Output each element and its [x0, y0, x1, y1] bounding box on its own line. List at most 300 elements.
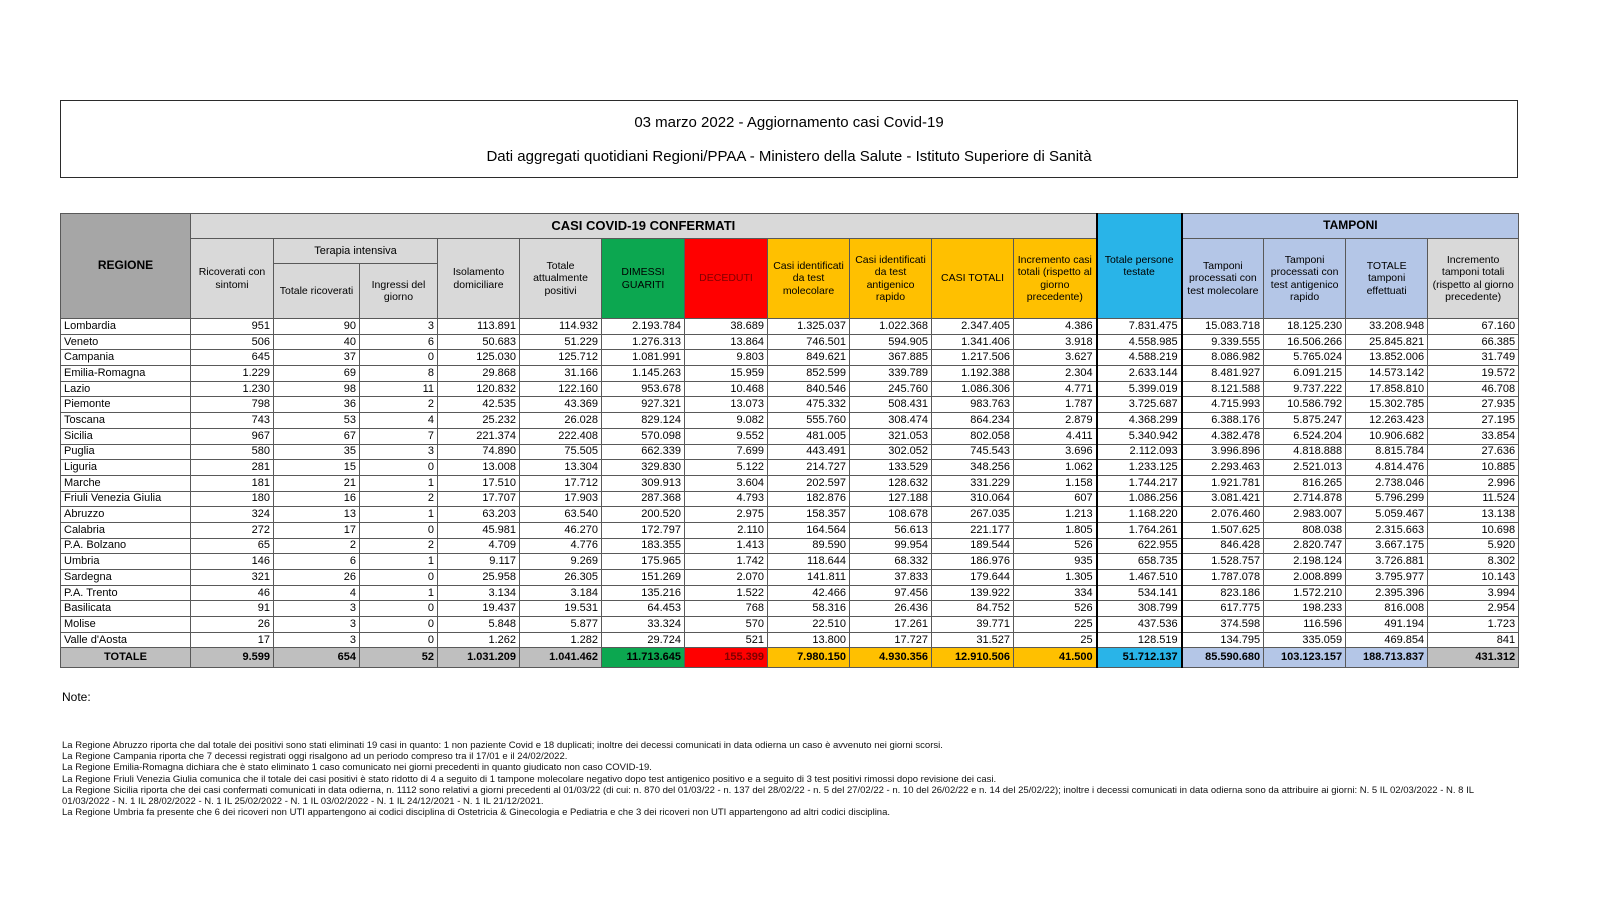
value-cell: 521	[685, 632, 768, 648]
value-cell: 10.143	[1428, 570, 1519, 586]
value-cell: 594.905	[850, 334, 932, 350]
value-cell: 1.805	[1014, 522, 1097, 538]
region-cell: Puglia	[61, 444, 191, 460]
table-row	[61, 522, 1519, 538]
value-cell: 3	[274, 632, 360, 648]
value-cell: 1.572.210	[1264, 585, 1346, 601]
table-row	[61, 319, 1519, 335]
value-cell: 2.633.144	[1097, 366, 1182, 382]
value-cell: 1.230	[191, 381, 274, 397]
value-cell: 4.715.993	[1182, 397, 1264, 413]
value-cell: 334	[1014, 585, 1097, 601]
value-cell: 331.229	[932, 475, 1014, 491]
table-row	[61, 413, 1519, 429]
value-cell: 139.922	[932, 585, 1014, 601]
col-header-persone-testate: Totale persone testate	[1097, 214, 1182, 319]
value-cell: 26.028	[520, 413, 602, 429]
value-cell: 98	[274, 381, 360, 397]
value-cell: 2.975	[685, 507, 768, 523]
value-cell: 42.535	[438, 397, 520, 413]
value-cell: 151.269	[602, 570, 685, 586]
value-cell: 14.573.142	[1346, 366, 1428, 382]
value-cell: 329.830	[602, 460, 685, 476]
table-row	[61, 350, 1519, 366]
value-cell: 19.437	[438, 601, 520, 617]
value-cell: 9.803	[685, 350, 768, 366]
value-cell: 570.098	[602, 428, 685, 444]
value-cell: 2.110	[685, 522, 768, 538]
value-cell: 127.188	[850, 491, 932, 507]
value-cell: 1	[360, 554, 438, 570]
value-cell: 348.256	[932, 460, 1014, 476]
value-cell: 3.134	[438, 585, 520, 601]
value-cell: 15.302.785	[1346, 397, 1428, 413]
value-cell: 11.713.645	[602, 648, 685, 668]
region-cell: P.A. Bolzano	[61, 538, 191, 554]
value-cell: 84.752	[932, 601, 1014, 617]
value-cell: 17.707	[438, 491, 520, 507]
value-cell: 2.738.046	[1346, 475, 1428, 491]
value-cell: 7.699	[685, 444, 768, 460]
table-row	[61, 366, 1519, 382]
value-cell: 4.818.888	[1264, 444, 1346, 460]
region-cell: Umbria	[61, 554, 191, 570]
value-cell: 26	[274, 570, 360, 586]
value-cell: 37	[274, 350, 360, 366]
value-cell: 25	[1014, 632, 1097, 648]
value-cell: 114.932	[520, 319, 602, 335]
value-cell: 51.229	[520, 334, 602, 350]
value-cell: 52	[360, 648, 438, 668]
value-cell: 10.468	[685, 381, 768, 397]
value-cell: 31.166	[520, 366, 602, 382]
value-cell: 2	[360, 538, 438, 554]
value-cell: 85.590.680	[1182, 648, 1264, 668]
value-cell: 37.833	[850, 570, 932, 586]
value-cell: 8.086.982	[1182, 350, 1264, 366]
value-cell: 38.689	[685, 319, 768, 335]
value-cell: 321.053	[850, 428, 932, 444]
region-cell: Emilia-Romagna	[61, 366, 191, 382]
value-cell: 198.233	[1264, 601, 1346, 617]
table-row	[61, 460, 1519, 476]
value-cell: 10.906.682	[1346, 428, 1428, 444]
value-cell: 116.596	[1264, 617, 1346, 633]
value-cell: 3.604	[685, 475, 768, 491]
region-cell: P.A. Trento	[61, 585, 191, 601]
value-cell: 5.875.247	[1264, 413, 1346, 429]
value-cell: 1.305	[1014, 570, 1097, 586]
value-cell: 4.588.219	[1097, 350, 1182, 366]
value-cell: 967	[191, 428, 274, 444]
value-cell: 16	[274, 491, 360, 507]
value-cell: 133.529	[850, 460, 932, 476]
value-cell: 6	[360, 334, 438, 350]
value-cell: 10.586.792	[1264, 397, 1346, 413]
value-cell: 4	[274, 585, 360, 601]
value-cell: 155.399	[685, 648, 768, 668]
value-cell: 51.712.137	[1097, 648, 1182, 668]
value-cell: 0	[360, 522, 438, 538]
region-cell: Lombardia	[61, 319, 191, 335]
table-row	[61, 397, 1519, 413]
value-cell: 645	[191, 350, 274, 366]
value-cell: 3	[274, 617, 360, 633]
value-cell: 808.038	[1264, 522, 1346, 538]
value-cell: 214.727	[768, 460, 850, 476]
value-cell: 188.713.837	[1346, 648, 1428, 668]
value-cell: 1.145.263	[602, 366, 685, 382]
value-cell: 935	[1014, 554, 1097, 570]
value-cell: 3	[274, 601, 360, 617]
value-cell: 39.771	[932, 617, 1014, 633]
note-line: La Regione Emilia-Romagna dichiara che è stato eliminato 1 caso comunicato nei giorni precedenti in quanto giudicato non caso COVID-19.	[62, 762, 652, 774]
value-cell: 309.913	[602, 475, 685, 491]
table-row	[61, 585, 1519, 601]
value-cell: 3.795.977	[1346, 570, 1428, 586]
table-row	[61, 507, 1519, 523]
value-cell: 225	[1014, 617, 1097, 633]
note-line: La Regione Sicilia riporta che dei casi confermati comunicati in data odierna, n. 1112 sono relativi a giorni precedenti al 01/03/22 (di cui: n. 870 del 01/03/22 - n. 137 del 28/02/22 - n. 5 del 27/02/22 - n. 10 del 26/02/22 e n. 14 del 25/02/22); inoltre i decessi comunicati in data odierna sono da attribuire ai giorni: N. 5 IL 02/03/2022 - N. 8 IL 01/03/2022 - N. 1 IL 28/02/2022 - N. 1 IL 25/02/2022 - N. 1 IL 03/02/2022 - N. 1 IL 24/12/2021 - N. 1 IL 21/12/2021.	[62, 784, 1474, 808]
col-header-incremento-tamponi: Incremento tamponi totali (rispetto al giorno precedente)	[1428, 239, 1519, 319]
value-cell: 864.234	[932, 413, 1014, 429]
value-cell: 654	[274, 648, 360, 668]
value-cell: 9.339.555	[1182, 334, 1264, 350]
value-cell: 840.546	[768, 381, 850, 397]
value-cell: 16.506.266	[1264, 334, 1346, 350]
value-cell: 2.008.899	[1264, 570, 1346, 586]
table-row	[61, 475, 1519, 491]
value-cell: 46.270	[520, 522, 602, 538]
value-cell: 1.213	[1014, 507, 1097, 523]
value-cell: 164.564	[768, 522, 850, 538]
value-cell: 3	[360, 444, 438, 460]
value-cell: 41.500	[1014, 648, 1097, 668]
value-cell: 335.059	[1264, 632, 1346, 648]
value-cell: 1.031.209	[438, 648, 520, 668]
value-cell: 17.903	[520, 491, 602, 507]
value-cell: 437.536	[1097, 617, 1182, 633]
value-cell: 4.793	[685, 491, 768, 507]
value-cell: 823.186	[1182, 585, 1264, 601]
value-cell: 768	[685, 601, 768, 617]
value-cell: 2.996	[1428, 475, 1519, 491]
value-cell: 25.845.821	[1346, 334, 1428, 350]
value-cell: 67	[274, 428, 360, 444]
value-cell: 13.864	[685, 334, 768, 350]
value-cell: 5.796.299	[1346, 491, 1428, 507]
value-cell: 1.022.368	[850, 319, 932, 335]
value-cell: 267.035	[932, 507, 1014, 523]
value-cell: 10.885	[1428, 460, 1519, 476]
value-cell: 118.644	[768, 554, 850, 570]
value-cell: 4	[360, 413, 438, 429]
value-cell: 4.776	[520, 538, 602, 554]
value-cell: 3.667.175	[1346, 538, 1428, 554]
value-cell: 43.369	[520, 397, 602, 413]
table-row	[61, 444, 1519, 460]
band-header-terapia-intensiva: Terapia intensiva	[274, 239, 438, 264]
value-cell: 2.315.663	[1346, 522, 1428, 538]
value-cell: 12.910.506	[932, 648, 1014, 668]
value-cell: 3.696	[1014, 444, 1097, 460]
col-header-ingressi-giorno: Ingressi del giorno	[360, 264, 438, 319]
value-cell: 1.081.991	[602, 350, 685, 366]
col-header-attualmente-positivi: Totale attualmente positivi	[520, 239, 602, 319]
value-cell: 33.208.948	[1346, 319, 1428, 335]
value-cell: 182.876	[768, 491, 850, 507]
value-cell: 26.305	[520, 570, 602, 586]
note-line: La Regione Abruzzo riporta che dal totale dei positivi sono stati eliminati 19 casi in quanto: 1 non paziente Covid e 18 duplicati; inoltre dei decessi comunicati in data odierna un caso è avvenuto nei giorni scorsi.	[62, 740, 943, 751]
col-header-ricoverati-sintomi: Ricoverati con sintomi	[191, 239, 274, 319]
col-header-incremento-casi: Incremento casi totali (rispetto al giorno precedente)	[1014, 239, 1097, 319]
table-row	[61, 491, 1519, 507]
value-cell: 65	[191, 538, 274, 554]
value-cell: 67.160	[1428, 319, 1519, 335]
value-cell: 17	[191, 632, 274, 648]
value-cell: 0	[360, 617, 438, 633]
value-cell: 128.632	[850, 475, 932, 491]
value-cell: 181	[191, 475, 274, 491]
value-cell: 3.081.421	[1182, 491, 1264, 507]
value-cell: 506	[191, 334, 274, 350]
value-cell: 1.742	[685, 554, 768, 570]
value-cell: 9.117	[438, 554, 520, 570]
table-row	[61, 601, 1519, 617]
value-cell: 0	[360, 460, 438, 476]
region-cell: Friuli Venezia Giulia	[61, 491, 191, 507]
note-line: La Regione Friuli Venezia Giulia comunica che il totale dei casi positivi è stato ridotto di 4 a seguito di 1 tampone molecolare negativo dopo test antigenico positivo e a seguito di 3 test positivi rimossi dopo revisione dei casi.	[62, 773, 997, 785]
value-cell: 798	[191, 397, 274, 413]
value-cell: 431.312	[1428, 648, 1519, 668]
value-cell: 1	[360, 585, 438, 601]
value-cell: 1.276.313	[602, 334, 685, 350]
value-cell: 90	[274, 319, 360, 335]
value-cell: 13.800	[768, 632, 850, 648]
value-cell: 4.814.476	[1346, 460, 1428, 476]
value-cell: 158.357	[768, 507, 850, 523]
value-cell: 13.852.006	[1346, 350, 1428, 366]
value-cell: 1.086.256	[1097, 491, 1182, 507]
value-cell: 108.678	[850, 507, 932, 523]
value-cell: 186.976	[932, 554, 1014, 570]
col-header-regione: REGIONE	[61, 214, 191, 319]
value-cell: 3.725.687	[1097, 397, 1182, 413]
col-header-dimessi-guariti: DIMESSI GUARITI	[602, 239, 685, 319]
value-cell: 2.954	[1428, 601, 1519, 617]
value-cell: 3.996.896	[1182, 444, 1264, 460]
value-cell: 2.714.878	[1264, 491, 1346, 507]
value-cell: 35	[274, 444, 360, 460]
value-cell: 9.599	[191, 648, 274, 668]
value-cell: 2	[274, 538, 360, 554]
value-cell: 40	[274, 334, 360, 350]
value-cell: 99.954	[850, 538, 932, 554]
value-cell: 8.481.927	[1182, 366, 1264, 382]
value-cell: 526	[1014, 601, 1097, 617]
value-cell: 9.552	[685, 428, 768, 444]
value-cell: 1.723	[1428, 617, 1519, 633]
value-cell: 1.168.220	[1097, 507, 1182, 523]
value-cell: 5.877	[520, 617, 602, 633]
value-cell: 122.160	[520, 381, 602, 397]
value-cell: 135.216	[602, 585, 685, 601]
covid-table-wrapper	[60, 213, 1518, 668]
value-cell: 5.399.019	[1097, 381, 1182, 397]
value-cell: 33.854	[1428, 428, 1519, 444]
value-cell: 1.522	[685, 585, 768, 601]
value-cell: 125.030	[438, 350, 520, 366]
value-cell: 3	[360, 319, 438, 335]
value-cell: 1.233.125	[1097, 460, 1182, 476]
value-cell: 617.775	[1182, 601, 1264, 617]
region-cell: Campania	[61, 350, 191, 366]
value-cell: 63.203	[438, 507, 520, 523]
value-cell: 5.059.467	[1346, 507, 1428, 523]
region-cell: Veneto	[61, 334, 191, 350]
report-title: 03 marzo 2022 - Aggiornamento casi Covid-19	[634, 114, 944, 131]
value-cell: 308.474	[850, 413, 932, 429]
value-cell: 829.124	[602, 413, 685, 429]
value-cell: 846.428	[1182, 538, 1264, 554]
value-cell: 103.123.157	[1264, 648, 1346, 668]
value-cell: 2.820.747	[1264, 538, 1346, 554]
value-cell: 29.724	[602, 632, 685, 648]
col-header-tamponi-molecolare: Tamponi processati con test molecolare	[1182, 239, 1264, 319]
col-header-tamponi-antigenico: Tamponi processati con test antigenico rapido	[1264, 239, 1346, 319]
value-cell: 4.382.478	[1182, 428, 1264, 444]
value-cell: 12.263.423	[1346, 413, 1428, 429]
value-cell: 841	[1428, 632, 1519, 648]
value-cell: 953.678	[602, 381, 685, 397]
region-cell: Abruzzo	[61, 507, 191, 523]
value-cell: 58.316	[768, 601, 850, 617]
value-cell: 2.347.405	[932, 319, 1014, 335]
table-row	[61, 381, 1519, 397]
value-cell: 1.325.037	[768, 319, 850, 335]
region-cell: Piemonte	[61, 397, 191, 413]
value-cell: 17.261	[850, 617, 932, 633]
value-cell: 0	[360, 350, 438, 366]
value-cell: 15	[274, 460, 360, 476]
value-cell: 11	[360, 381, 438, 397]
value-cell: 1.921.781	[1182, 475, 1264, 491]
value-cell: 33.324	[602, 617, 685, 633]
value-cell: 63.540	[520, 507, 602, 523]
value-cell: 1.192.388	[932, 366, 1014, 382]
table-row	[61, 428, 1519, 444]
value-cell: 743	[191, 413, 274, 429]
value-cell: 221.177	[932, 522, 1014, 538]
value-cell: 27.195	[1428, 413, 1519, 429]
col-header-isolamento: Isolamento domiciliare	[438, 239, 520, 319]
value-cell: 56.613	[850, 522, 932, 538]
table-row	[61, 617, 1519, 633]
value-cell: 3.627	[1014, 350, 1097, 366]
value-cell: 816.265	[1264, 475, 1346, 491]
value-cell: 6	[274, 554, 360, 570]
value-cell: 75.505	[520, 444, 602, 460]
value-cell: 4.930.356	[850, 648, 932, 668]
value-cell: 2.983.007	[1264, 507, 1346, 523]
value-cell: 4.771	[1014, 381, 1097, 397]
value-cell: 2.076.460	[1182, 507, 1264, 523]
value-cell: 17.712	[520, 475, 602, 491]
region-cell: Sardegna	[61, 570, 191, 586]
value-cell: 1.507.625	[1182, 522, 1264, 538]
value-cell: 13	[274, 507, 360, 523]
table-row	[61, 632, 1519, 648]
value-cell: 2.879	[1014, 413, 1097, 429]
notes-list	[62, 740, 1520, 818]
value-cell: 15.083.718	[1182, 319, 1264, 335]
value-cell: 46.708	[1428, 381, 1519, 397]
value-cell: 607	[1014, 491, 1097, 507]
table-row	[61, 554, 1519, 570]
value-cell: 7.980.150	[768, 648, 850, 668]
col-header-casi-molecolare: Casi identificati da test molecolare	[768, 239, 850, 319]
value-cell: 2.395.396	[1346, 585, 1428, 601]
value-cell: 25.958	[438, 570, 520, 586]
value-cell: 13.138	[1428, 507, 1519, 523]
value-cell: 3.918	[1014, 334, 1097, 350]
value-cell: 0	[360, 601, 438, 617]
value-cell: 189.544	[932, 538, 1014, 554]
value-cell: 481.005	[768, 428, 850, 444]
value-cell: 18.125.230	[1264, 319, 1346, 335]
value-cell: 802.058	[932, 428, 1014, 444]
value-cell: 310.064	[932, 491, 1014, 507]
band-header-tamponi: TAMPONI	[1182, 214, 1519, 239]
report-subtitle: Dati aggregati quotidiani Regioni/PPAA - Ministero della Salute - Istituto Superiore di Sanità	[486, 148, 1092, 165]
value-cell: 36	[274, 397, 360, 413]
value-cell: 5.122	[685, 460, 768, 476]
value-cell: 1.341.406	[932, 334, 1014, 350]
value-cell: 1.413	[685, 538, 768, 554]
value-cell: 222.408	[520, 428, 602, 444]
value-cell: 2.070	[685, 570, 768, 586]
value-cell: 15.959	[685, 366, 768, 382]
value-cell: 287.368	[602, 491, 685, 507]
value-cell: 2.304	[1014, 366, 1097, 382]
value-cell: 4.709	[438, 538, 520, 554]
value-cell: 534.141	[1097, 585, 1182, 601]
value-cell: 927.321	[602, 397, 685, 413]
value-cell: 19.572	[1428, 366, 1519, 382]
value-cell: 202.597	[768, 475, 850, 491]
table-row	[61, 538, 1519, 554]
value-cell: 6.091.215	[1264, 366, 1346, 382]
value-cell: 200.520	[602, 507, 685, 523]
value-cell: 91	[191, 601, 274, 617]
value-cell: 120.832	[438, 381, 520, 397]
value-cell: 8	[360, 366, 438, 382]
value-cell: 1.764.261	[1097, 522, 1182, 538]
value-cell: 2	[360, 397, 438, 413]
value-cell: 662.339	[602, 444, 685, 460]
value-cell: 113.891	[438, 319, 520, 335]
value-cell: 17.510	[438, 475, 520, 491]
value-cell: 27.636	[1428, 444, 1519, 460]
value-cell: 7	[360, 428, 438, 444]
value-cell: 469.854	[1346, 632, 1428, 648]
value-cell: 2.198.124	[1264, 554, 1346, 570]
value-cell: 852.599	[768, 366, 850, 382]
value-cell: 622.955	[1097, 538, 1182, 554]
region-cell: Basilicata	[61, 601, 191, 617]
value-cell: 245.760	[850, 381, 932, 397]
value-cell: 2.193.784	[602, 319, 685, 335]
